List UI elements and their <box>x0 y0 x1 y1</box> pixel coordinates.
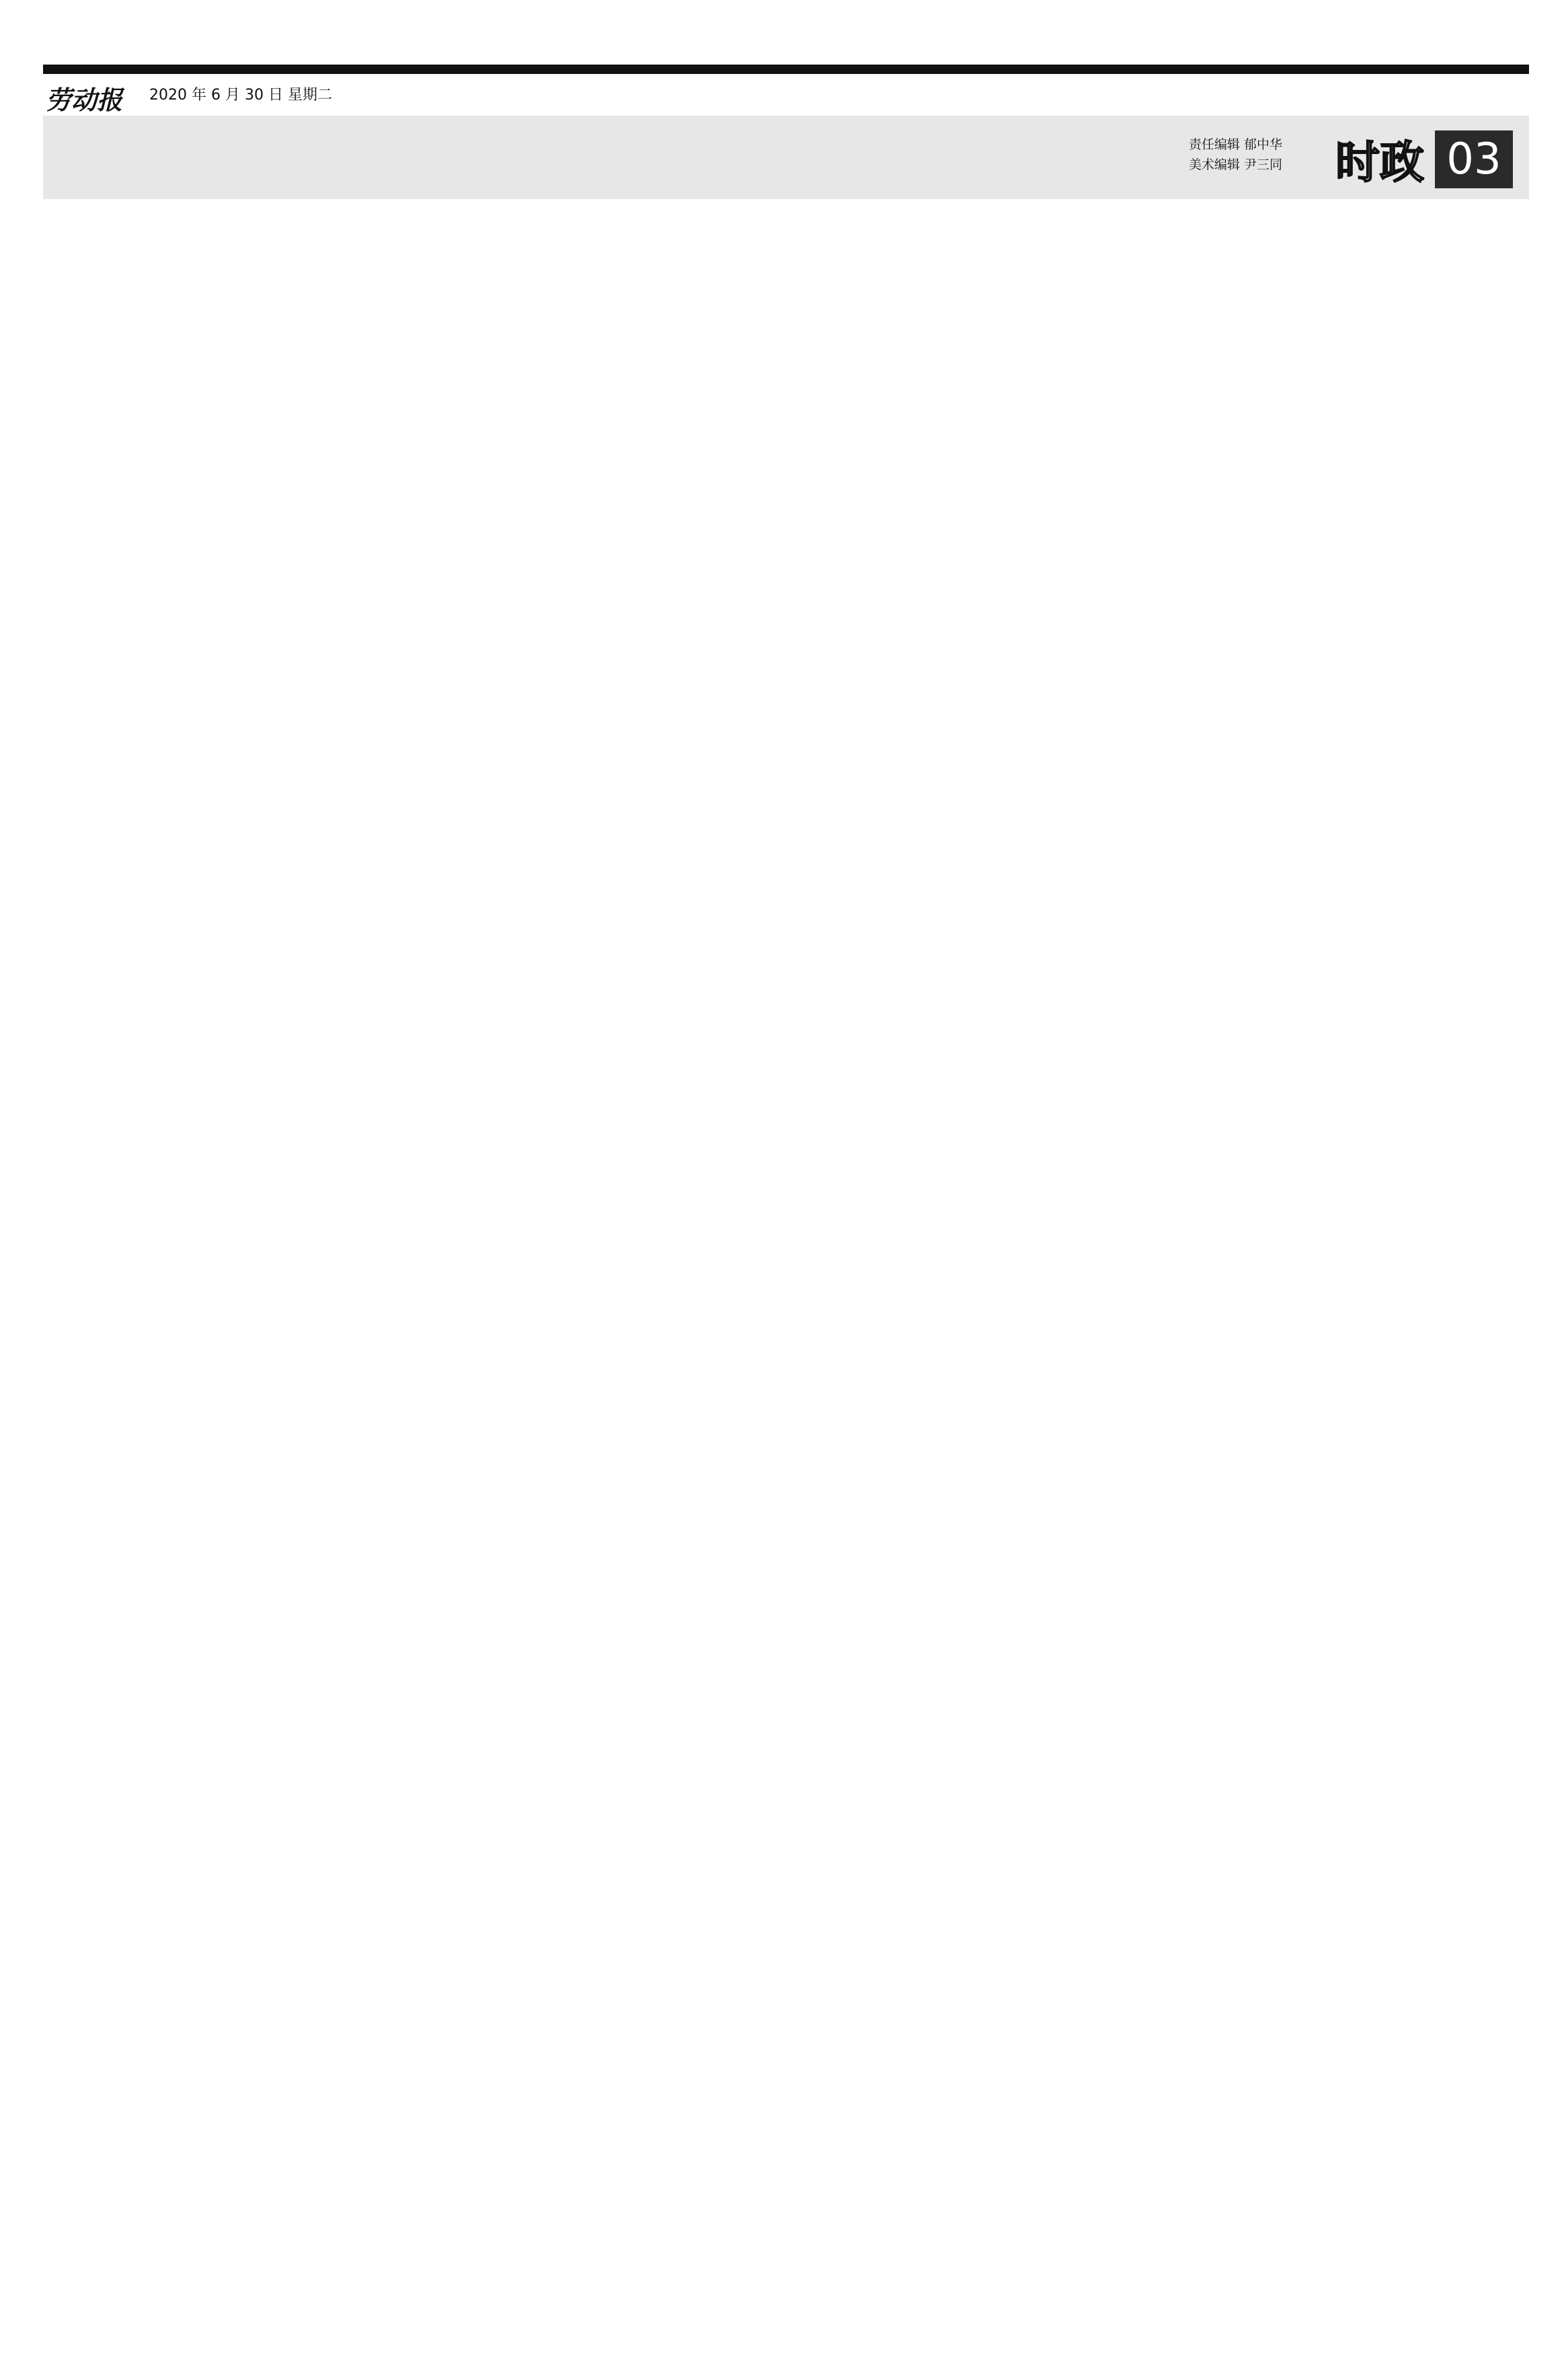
page-number: 03 <box>1435 130 1513 188</box>
art-editor-credit: 美术编辑 尹三同 <box>1189 157 1283 172</box>
section-title: 时政 <box>1335 136 1424 188</box>
header-band <box>43 116 1529 199</box>
dateline: 2020 年 6 月 30 日 星期二 <box>149 87 332 104</box>
newspaper-logo: 劳动报 <box>46 85 123 115</box>
editor-credit: 责任编辑 郁中华 <box>1189 137 1283 152</box>
top-rule <box>43 65 1529 74</box>
